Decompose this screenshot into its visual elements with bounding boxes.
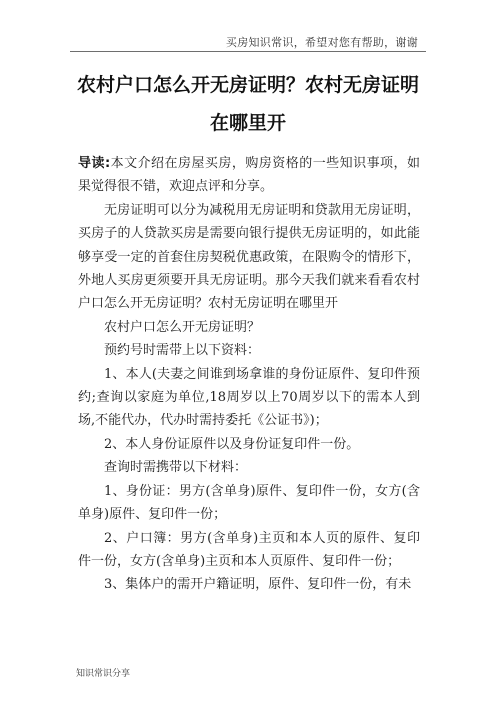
lead-label: 导读:	[78, 156, 111, 171]
body-paragraph: 预约号时需带上以下资料：	[104, 343, 261, 359]
header-divider	[70, 51, 426, 52]
body-paragraph: 2、本人身份证原件以及身份证复印件一份。	[104, 436, 360, 452]
body-paragraph: 2、户口簿：男方(含单身)主页和本人页的原件、复印件一份，女方(含单身)主页和本人页原件、复印件一份；	[78, 530, 420, 569]
body-paragraph: 1、本人(夫妻之间谁到场拿谁的身份证原件、复印件预约;查询以家庭为单位,18周岁以上70周岁以下的需本人到场,不能代办，代办时需持委托《公证书》)；	[78, 366, 420, 429]
page-footer: 知识常识分享	[76, 669, 131, 679]
body-paragraph: 农村户口怎么开无房证明？	[104, 319, 261, 335]
document-body	[78, 152, 420, 597]
lead-text: 本文介绍在房屋买房，购房资格的一些知识事项，如果觉得很不错，欢迎点评和分享。	[78, 156, 420, 195]
body-paragraph: 3、集体户的需开户籍证明，原件、复印件一份，有未	[104, 577, 412, 593]
page-header: 买房知识常识，希望对您有帮助，谢谢	[225, 36, 418, 49]
body-paragraph: 1、身份证：男方(含单身)原件、复印件一份，女方(含单身)原件、复印件一份；	[78, 483, 420, 523]
lead-paragraph	[78, 152, 420, 199]
body-paragraph: 无房证明可以分为减税用无房证明和贷款用无房证明，买房子的人贷款买房是需要向银行提供无房证明的，如此能够享受一定的首套住房契税优惠政策，在限购令的情形下，外地人买房更须要开具无房证明。那今天我们就来看看农村户口怎么开无房证明？农村无房证明在哪里开	[78, 202, 420, 312]
document-title	[60, 66, 436, 142]
body-paragraph: 查询时需携带以下材料：	[104, 460, 248, 476]
title-line-1: 农村户口怎么开无房证明？农村无房证明	[76, 74, 419, 96]
title-line-2: 在哪里开	[209, 112, 286, 134]
